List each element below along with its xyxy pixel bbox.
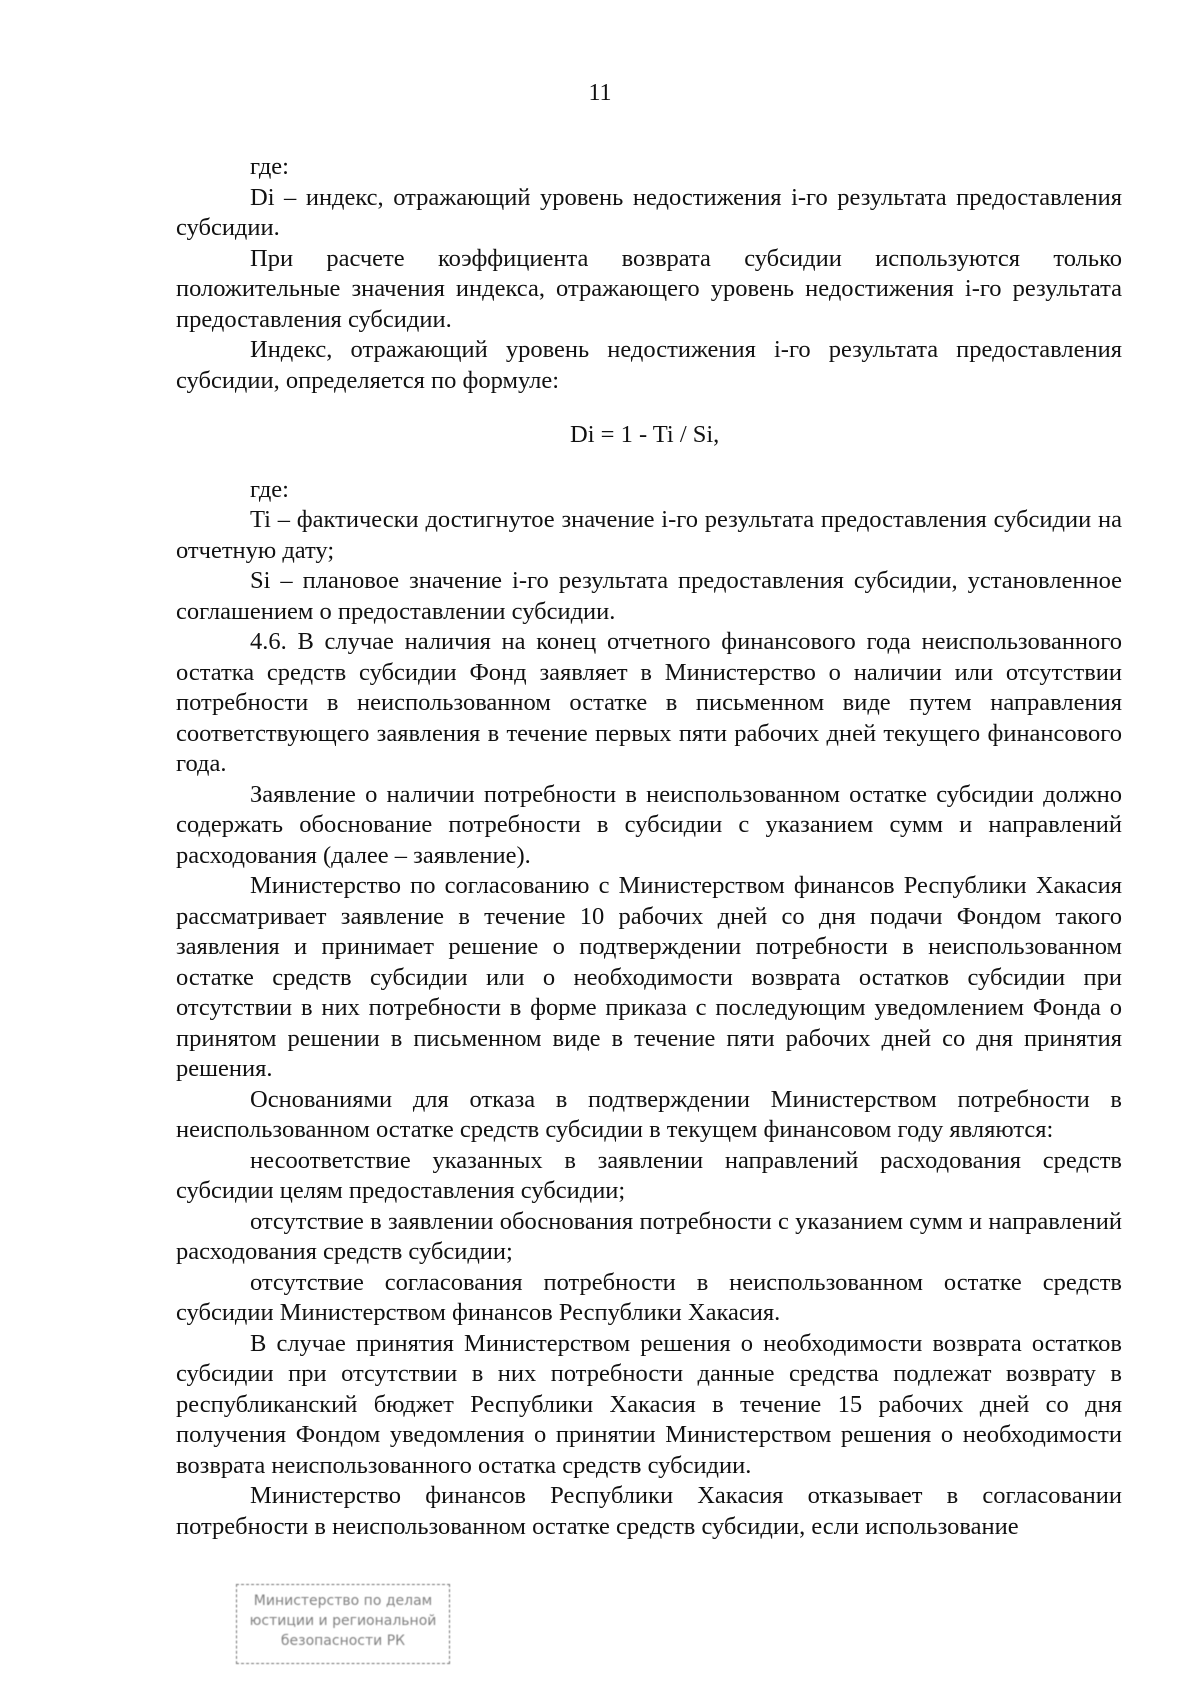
stamp-line-2: юстиции и региональной	[249, 1613, 437, 1629]
stamp-line-3: безопасности РК	[280, 1633, 406, 1649]
paragraph-index-formula-intro: Индекс, отражающий уровень недостижения i-го результата предоставления субсидии, определяется по формуле:	[176, 336, 1122, 394]
paragraph-application-content: Заявление о наличии потребности в неиспользованном остатке субсидии должно содержать обоснование потребности в субсидии с указанием сумм и направлений расходования (далее – заявление).	[176, 780, 1122, 869]
paragraph-where-1: где:	[250, 153, 289, 180]
paragraph-ti-definition: Ti – фактически достигнутое значение i-го результата предоставления субсидии на отчетную дату;	[176, 506, 1122, 564]
formula: Di = 1 - Ti / Si,	[570, 421, 720, 448]
registration-stamp	[236, 1584, 450, 1664]
paragraph-return-decision: В случае принятия Министерством решения о необходимости возврата остатков субсидии при отсутствии в них потребности данные средства подлежат возврату в республиканский бюджет Республики Хакасия в течение 15 рабочих дней со дня получения Фондом уведомления о принятии Министерством решения о необходимости возврата неиспользованного остатка средств субсидии.	[176, 1329, 1122, 1479]
paragraph-ministry-review: Министерство по согласованию с Министерством финансов Республики Хакасия рассматривает заявление в течение 10 рабочих дней со дня подачи Фондом такого заявления и принимает решение о подтверждении потребности в неиспользованном остатке средств субсидии или о необходимости возврата остатков субсидии при отсутствии в них потребности в форме приказа с последующим уведомлением Фонда о принятом решении в письменном виде в течение пяти рабочих дней со дня принятия решения.	[176, 872, 1122, 1082]
paragraph-where-2: где:	[250, 475, 289, 503]
paragraph-refusal-grounds: Основаниями для отказа в подтверждении Министерством потребности в неиспользованном остатке средств субсидии в текущем финансовом году являются:	[176, 1085, 1122, 1143]
list-item-mismatch: несоответствие указанных в заявлении направлений расходования средств субсидии целям предоставления субсидии;	[176, 1146, 1122, 1204]
paragraph-di-definition: Di – индекс, отражающий уровень недостижения i-го результата предоставления субсидии.	[176, 183, 1122, 241]
body-text	[176, 152, 1122, 1542]
paragraph-si-definition: Si – плановое значение i-го результата предоставления субсидии, установленное соглашением о предоставлении субсидии.	[176, 567, 1122, 625]
paragraph-finance-ministry-refusal: Министерство финансов Республики Хакасия отказывает в согласовании потребности в неиспользованном остатке средств субсидии, если использование	[176, 1482, 1122, 1540]
list-item-no-approval: отсутствие согласования потребности в неиспользованном остатке средств субсидии Министерством финансов Республики Хакасия.	[176, 1268, 1122, 1326]
stamp-line-1: Министерство по делам	[253, 1593, 433, 1609]
paragraph-positive-values: При расчете коэффициента возврата субсидии используются только положительные значения индекса, отражающего уровень недостижения i-го результата предоставления субсидии.	[176, 244, 1122, 333]
list-item-no-justification: отсутствие в заявлении обоснования потребности с указанием сумм и направлений расходования средств субсидии;	[176, 1207, 1122, 1265]
paragraph-4-6: 4.6. В случае наличия на конец отчетного финансового года неиспользованного остатка средств субсидии Фонд заявляет в Министерство о наличии или отсутствии потребности в неиспользованном остатке в письменном виде путем направления соответствующего заявления в течение первых пяти рабочих дней текущего финансового года.	[176, 628, 1122, 777]
page-number: 11	[588, 80, 612, 106]
